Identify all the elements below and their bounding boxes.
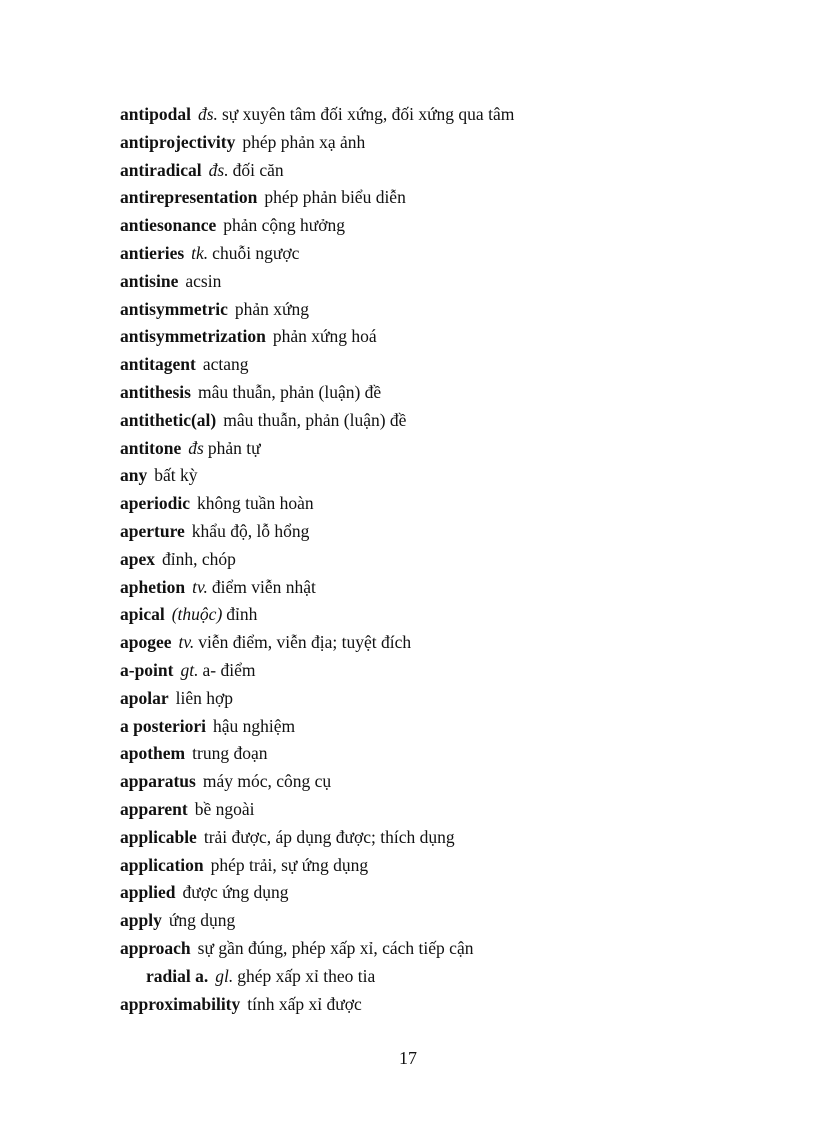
entry-definition: phản cộng hưởng [223, 215, 346, 236]
entry-abbreviation: tv. [192, 576, 208, 597]
dictionary-entry [120, 629, 760, 657]
entry-definition: actang [202, 354, 249, 375]
dictionary-entry [120, 991, 760, 1019]
entry-term: aperiodic [120, 493, 190, 514]
entry-definition: đối căn [232, 159, 284, 180]
entry-term: applicable [120, 826, 197, 847]
entry-term: antieries [120, 242, 185, 263]
entry-term: antithetic(al) [120, 409, 217, 430]
entry-definition: liên hợp [175, 687, 233, 708]
entry-definition: mâu thuẫn, phản (luận) đề [197, 381, 382, 402]
entry-definition: điểm viễn nhật [211, 576, 316, 597]
entry-definition: trung đoạn [192, 743, 268, 764]
dictionary-entry [120, 713, 760, 741]
entry-definition: phản tự [207, 437, 261, 458]
dictionary-entry [120, 129, 760, 157]
entry-term: antithesis [120, 381, 191, 402]
entry-definition: không tuần hoàn [197, 493, 314, 514]
dictionary-entry-list [120, 101, 760, 1018]
dictionary-entry [120, 379, 760, 407]
entry-term: antisine [120, 270, 179, 291]
dictionary-entry [120, 574, 760, 602]
entry-term: antipodal [120, 104, 191, 124]
dictionary-entry [120, 323, 760, 351]
entry-term: radial a. [146, 965, 209, 986]
dictionary-entry [120, 740, 760, 768]
dictionary-entry [120, 879, 760, 907]
dictionary-entry [120, 907, 760, 935]
entry-definition: trải được, áp dụng được; thích dụng [203, 826, 455, 847]
entry-abbreviation: tk. [191, 242, 209, 263]
entry-definition: phép phản xạ ảnh [242, 131, 366, 152]
entry-term: apex [120, 548, 155, 569]
entry-definition: ứng dụng [168, 910, 236, 931]
dictionary-entry [120, 407, 760, 435]
entry-term: apolar [120, 687, 169, 708]
entry-term: antisymmetrization [120, 326, 266, 347]
entry-term: apply [120, 910, 162, 931]
entry-definition: bề ngoài [194, 798, 255, 819]
entry-definition: sự gần đúng, phép xấp xỉ, cách tiếp cận [197, 937, 474, 958]
entry-definition: acsin [185, 270, 222, 291]
dictionary-entry [120, 184, 760, 212]
dictionary-entry [120, 601, 760, 629]
dictionary-entry [120, 657, 760, 685]
entry-definition: hậu nghiệm [213, 715, 296, 736]
entry-definition: chuỗi ngược [212, 242, 300, 263]
dictionary-entry [120, 796, 760, 824]
entry-term: apogee [120, 632, 172, 653]
entry-definition: mâu thuẫn, phản (luận) đề [223, 409, 407, 430]
entry-term: approximability [120, 993, 241, 1014]
entry-definition: đỉnh, chóp [162, 548, 236, 569]
entry-term: antisymmetric [120, 298, 228, 319]
entry-definition: viễn điểm, viễn địa; tuyệt đích [198, 632, 412, 653]
entry-term: a posteriori [120, 715, 207, 736]
entry-definition: ghép xấp xỉ theo tia [237, 965, 376, 986]
entry-term: antitagent [120, 354, 196, 375]
dictionary-entry [120, 852, 760, 880]
entry-definition: được ứng dụng [182, 882, 289, 903]
dictionary-entry [120, 518, 760, 546]
entry-definition: phản xứng hoá [272, 326, 377, 347]
dictionary-entry [120, 935, 760, 963]
dictionary-entry [120, 462, 760, 490]
entry-term: aphetion [120, 576, 186, 597]
entry-definition: phép trải, sự ứng dụng [210, 854, 369, 875]
entry-abbreviation: gt. [180, 659, 199, 680]
entry-definition: phản xứng [234, 298, 310, 319]
dictionary-entry [120, 351, 760, 379]
dictionary-entry [120, 824, 760, 852]
entry-definition: khẩu độ, lỗ hổng [191, 520, 310, 541]
dictionary-entry [120, 435, 760, 463]
dictionary-entry [120, 157, 760, 185]
entry-definition: tính xấp xỉ được [247, 993, 362, 1014]
entry-term: a-point [120, 659, 174, 680]
entry-term: application [120, 854, 204, 875]
dictionary-entry [120, 685, 760, 713]
entry-definition: phép phản biểu diễn [264, 187, 406, 208]
page-number: 17 [399, 1048, 417, 1068]
dictionary-entry [120, 101, 760, 129]
entry-term: aperture [120, 520, 185, 541]
entry-abbreviation: (thuộc) [171, 604, 223, 625]
entry-definition: sự xuyên tâm đối xứng, đối xứng qua tâm [221, 104, 515, 124]
entry-abbreviation: đs [188, 437, 204, 458]
entry-abbreviation: tv. [178, 632, 195, 653]
entry-definition: máy móc, công cụ [202, 771, 332, 792]
entry-term: antitone [120, 437, 182, 458]
entry-term: apothem [120, 743, 186, 764]
dictionary-entry [120, 212, 760, 240]
entry-abbreviation: đs. [208, 159, 229, 180]
dictionary-entry [120, 546, 760, 574]
entry-term: apparatus [120, 771, 196, 792]
entry-term: apparent [120, 798, 188, 819]
entry-abbreviation: gl. [215, 965, 234, 986]
entry-definition: a- điểm [202, 659, 256, 680]
entry-term: antiesonance [120, 215, 217, 236]
dictionary-subentry [120, 963, 760, 991]
entry-term: applied [120, 882, 176, 903]
entry-term: antirepresentation [120, 187, 258, 208]
entry-term: apical [120, 604, 165, 625]
entry-term: any [120, 465, 148, 486]
entry-definition: bất kỳ [154, 465, 198, 486]
dictionary-entry [120, 490, 760, 518]
entry-definition: đỉnh [226, 604, 258, 625]
entry-term: antiradical [120, 159, 202, 180]
dictionary-entry [120, 268, 760, 296]
dictionary-entry [120, 768, 760, 796]
entry-term: antiprojectivity [120, 131, 236, 152]
dictionary-entry [120, 296, 760, 324]
dictionary-entry [120, 240, 760, 268]
entry-term: approach [120, 937, 191, 958]
entry-abbreviation: đs. [198, 104, 218, 124]
